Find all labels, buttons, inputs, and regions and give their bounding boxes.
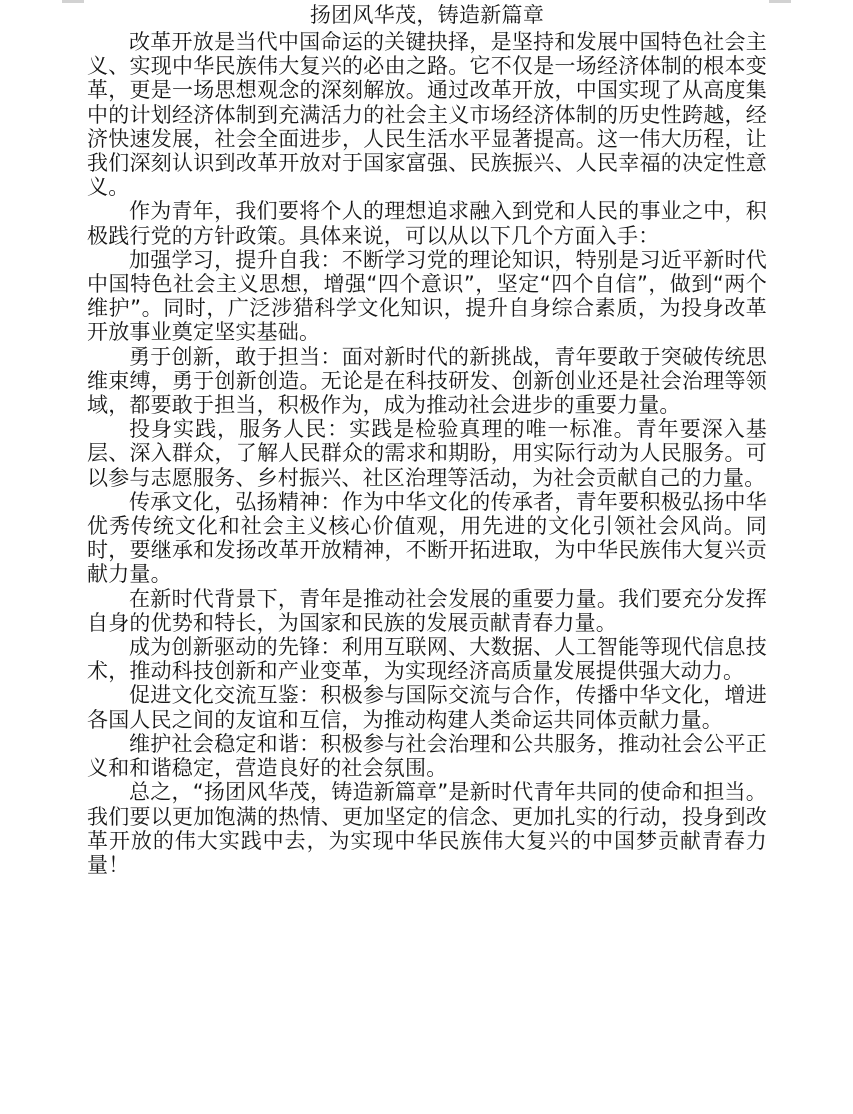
paragraph-10: 维护社会稳定和谐：积极参与社会治理和公共服务，推动社会公平正义和和谐稳定，营造良好的社会氛围。 bbox=[87, 731, 767, 781]
paragraph-3: 加强学习，提升自我：不断学习党的理论知识，特别是习近平新时代中国特色社会主义思想，增强“四个意识”，坚定“四个自信”，做到“两个维护”。同时，广泛涉猎科学文化知识，提升自身综合素质，为投身改革开放事业奠定坚实基础。 bbox=[87, 247, 767, 345]
document-body bbox=[87, 30, 767, 877]
paragraph-8: 成为创新驱动的先锋：利用互联网、大数据、人工智能等现代信息技术，推动科技创新和产业变革，为实现经济高质量发展提供强大动力。 bbox=[87, 635, 767, 684]
paragraph-6: 传承文化，弘扬精神：作为中华文化的传承者，青年要积极弘扬中华优秀传统文化和社会主义核心价值观，用先进的文化引领社会风尚。同时，要继承和发扬改革开放精神，不断开拓进取，为中华民族伟大复兴贡献力量。 bbox=[87, 489, 767, 587]
paragraph-2: 作为青年，我们要将个人的理想追求融入到党和人民的事业之中，积极践行党的方针政策。具体来说，可以从以下几个方面入手： bbox=[87, 199, 767, 248]
paragraph-9: 促进文化交流互鉴：积极参与国际交流与合作，传播中华文化，增进各国人民之间的友谊和互信，为推动构建人类命运共同体贡献力量。 bbox=[87, 683, 767, 732]
page-corner-mark-right bbox=[769, 0, 791, 3]
paragraph-5: 投身实践，服务人民：实践是检验真理的唯一标准。青年要深入基层、深入群众，了解人民群众的需求和期盼，用实际行动为人民服务。可以参与志愿服务、乡村振兴、社区治理等活动，为社会贡献自己的力量。 bbox=[87, 417, 767, 490]
page-corner-mark-left bbox=[62, 0, 84, 3]
paragraph-1: 改革开放是当代中国命运的关键抉择，是坚持和发展中国特色社会主义、实现中华民族伟大复兴的必由之路。它不仅是一场经济体制的根本变革，更是一场思想观念的深刻解放。通过改革开放，中国实现了从高度集中的计划经济体制到充满活力的社会主义市场经济体制的历史性跨越，经济快速发展，社会全面进步，人民生活水平显著提高。这一伟大历程，让我们深刻认识到改革开放对于国家富强、民族振兴、人民幸福的决定性意义。 bbox=[87, 30, 767, 200]
paragraph-4: 勇于创新，敢于担当：面对新时代的新挑战，青年要敢于突破传统思维束缚，勇于创新创造。无论是在科技研发、创新创业还是社会治理等领域，都要敢于担当，积极作为，成为推动社会进步的重要力量。 bbox=[87, 344, 767, 418]
paragraph-7: 在新时代背景下，青年是推动社会发展的重要力量。我们要充分发挥自身的优势和特长，为国家和民族的发展贡献青春力量。 bbox=[87, 586, 767, 635]
document-title: 扬团风华茂，铸造新篇章 bbox=[309, 3, 545, 27]
paragraph-11: 总之，“扬团风华茂，铸造新篇章”是新时代青年共同的使命和担当。我们要以更加饱满的热情、更加坚定的信念、更加扎实的行动，投身到改革开放的伟大实践中去，为实现中华民族伟大复兴的中国梦贡献青春力量！ bbox=[87, 780, 767, 877]
